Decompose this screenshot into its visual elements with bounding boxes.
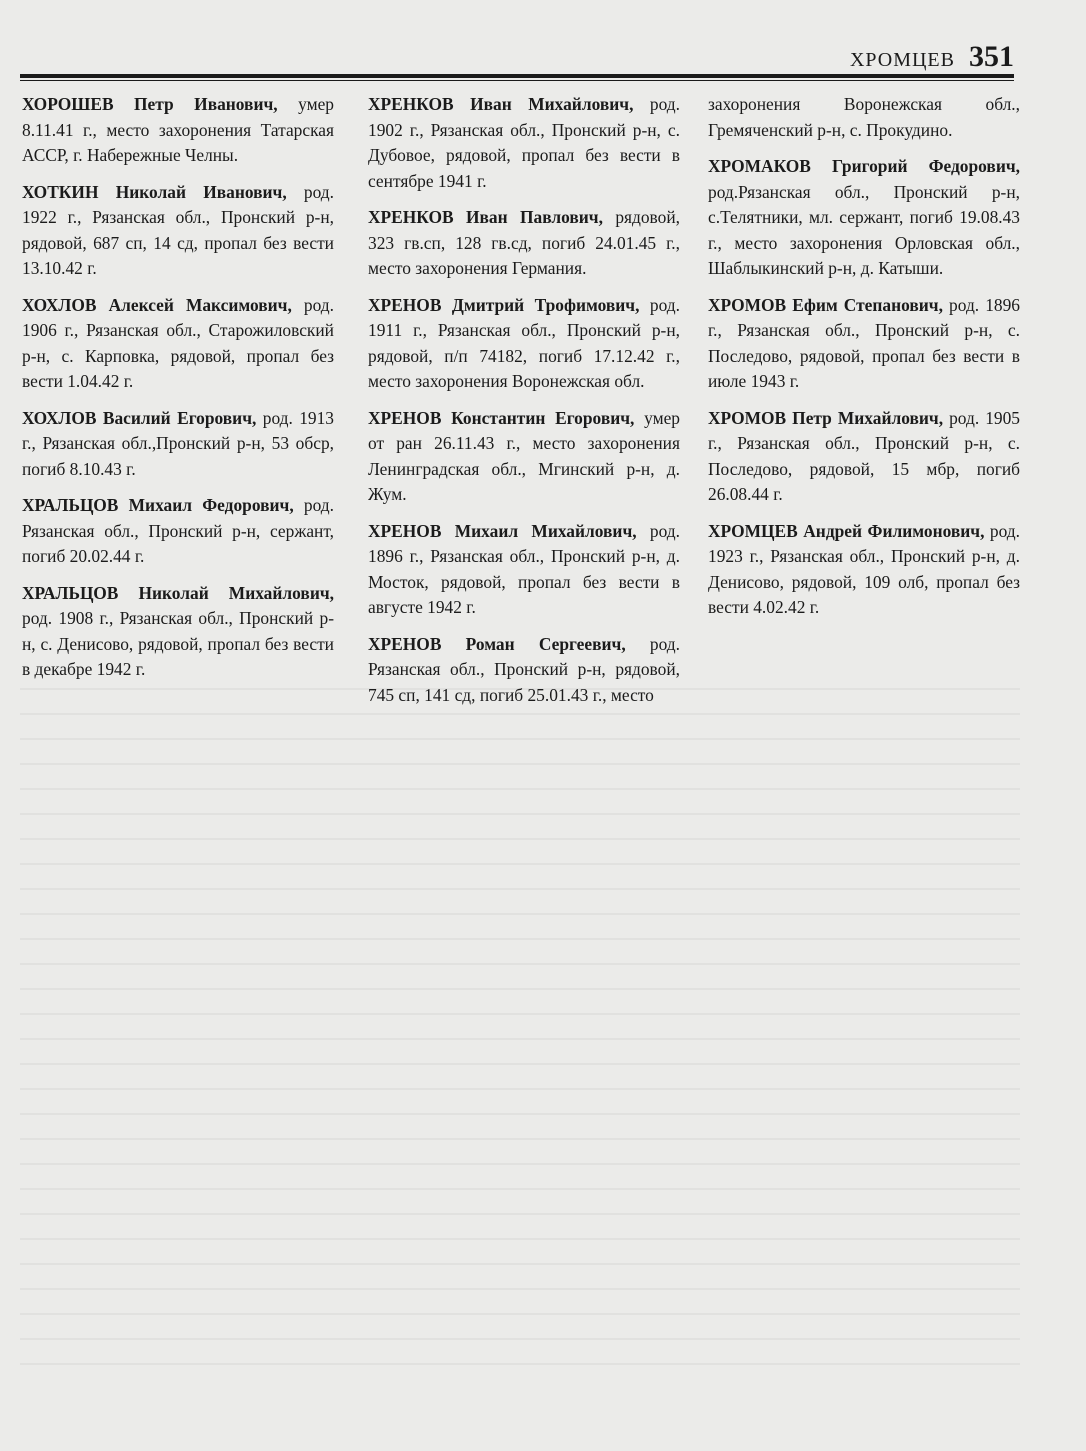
entry-text: умер 8.11.41 г., место захоронения Татарская АССР, г. Набережные Челны. (22, 94, 334, 165)
entry (368, 632, 680, 709)
entry-text: род. Рязанская обл., Пронский р-н, рядовой, 745 сп, 141 сд, погиб 25.01.43 г., место (368, 633, 681, 705)
entry (22, 493, 334, 570)
entry-name: ХРЕНКОВ Иван Павлович, (368, 207, 603, 227)
running-title: ХРОМЦЕВ (849, 49, 955, 71)
column-2 (368, 92, 680, 719)
entry (708, 154, 1020, 282)
entry-name: ХРОМЦЕВ Андрей Филимонович, (708, 520, 985, 541)
entry (368, 92, 680, 194)
header-rule (20, 74, 1014, 78)
entry-text: род.Рязанская обл., Пронский р-н, с.Телятники, мл. сержант, погиб 19.08.43 г., место захоронения Орловская обл., Шаблыкинский р-н, д. Катыши. (708, 181, 1020, 278)
entry-text: род. 1922 г., Рязанская обл., Пронский р-н, рядовой, 687 сп, 14 сд, пропал без вести 13.10.42 г. (22, 181, 334, 278)
entry (22, 180, 334, 282)
entry (22, 406, 334, 483)
entry-text: род. 1896 г., Рязанская обл., Пронский р-н, д. Мосток, рядовой, пропал без вести в августе 1942 г. (368, 520, 680, 617)
entry-text: умер от ран 26.11.43 г., место захоронения Ленинградская обл., Мгинский р-н, д. Жум. (368, 407, 681, 504)
entry-text: род. 1908 г., Рязанская обл., Пронский р-н, с. Денисово, рядовой, пропал без вести в декабре 1942 г. (22, 608, 334, 679)
entry (22, 581, 334, 683)
entry-name: ХОХЛОВ Алексей Максимович, (22, 294, 292, 315)
entry-name: ХРОМАКОВ Григорий Федорович, (708, 156, 1020, 176)
entry-text: род. Рязанская обл., Пронский р-н, сержант, погиб 20.02.44 г. (22, 495, 334, 566)
running-head (850, 40, 1014, 74)
entry (368, 293, 680, 395)
entry-name: ХРЕНОВ Роман Сергеевич, (368, 633, 626, 654)
entry-name: ХОТКИН Николай Иванович, (22, 181, 287, 202)
entry-text: захоронения Воронежская обл., Гремяченский р-н, с. Прокудино. (708, 94, 1020, 140)
entry-text: род. 1906 г., Рязанская обл., Старожиловский р-н, с. Карповка, рядовой, пропал без вести 1.04.42 г. (22, 294, 334, 391)
column-1 (22, 92, 334, 694)
page-number: 351 (969, 40, 1014, 73)
entry-name: ХОРОШЕВ Петр Иванович, (22, 94, 278, 114)
entry (368, 205, 680, 282)
entry-name: ХРЕНОВ Дмитрий Трофимович, (368, 294, 640, 315)
entry (708, 406, 1020, 508)
entry-text: род. 1902 г., Рязанская обл., Пронский р-н, с. Дубовое, рядовой, пропал без вести в сентябре 1941 г. (368, 94, 680, 191)
entry-name: ХРОМОВ Петр Михайлович, (708, 407, 944, 428)
entry-text: род. 1913 г., Рязанская обл.,Пронский р-н, 53 обср, погиб 8.10.43 г. (22, 407, 334, 479)
header-rule-thin (20, 80, 1014, 81)
column-3 (708, 92, 1020, 632)
entry (708, 293, 1020, 395)
entry (22, 92, 334, 169)
entry-name: ХРАЛЬЦОВ Михаил Федорович, (22, 495, 294, 515)
entry-text: род. 1923 г., Рязанская обл., Пронский р-н, д. Денисово, рядовой, 109 олб, пропал без вести 4.02.42 г. (708, 520, 1021, 617)
entry (22, 293, 334, 395)
entry-name: ХРОМОВ Ефим Степанович, (708, 294, 943, 315)
entry (708, 519, 1020, 621)
show-through-texture (20, 665, 1020, 1365)
entry-name: ХРЕНКОВ Иван Михайлович, (368, 94, 634, 114)
entry-text: род. 1905 г., Рязанская обл., Пронский р-н, с. Последово, рядовой, 15 мбр, погиб 26.08.44 г. (708, 407, 1020, 504)
entry-name: ХРАЛЬЦОВ Николай Михайлович, (22, 582, 334, 603)
entry-name: ХРЕНОВ Михаил Михайлович, (368, 520, 637, 541)
entry-name: ХРЕНОВ Константин Егорович, (368, 407, 635, 428)
entry (368, 519, 680, 621)
entry-text: род. 1911 г., Рязанская обл., Пронский р-н, рядовой, п/п 74182, погиб 17.12.42 г., место захоронения Воронежская обл. (368, 294, 680, 391)
entry-name: ХОХЛОВ Василий Егорович, (22, 407, 257, 428)
entry (708, 92, 1020, 143)
entry (368, 406, 680, 508)
entry-text: род. 1896 г., Рязанская обл., Пронский р-н, с. Последово, рядовой, пропал без вести в июле 1943 г. (708, 294, 1020, 391)
entry-text: рядовой, 323 гв.сп, 128 гв.сд, погиб 24.01.45 г., место захоронения Германия. (368, 207, 680, 278)
